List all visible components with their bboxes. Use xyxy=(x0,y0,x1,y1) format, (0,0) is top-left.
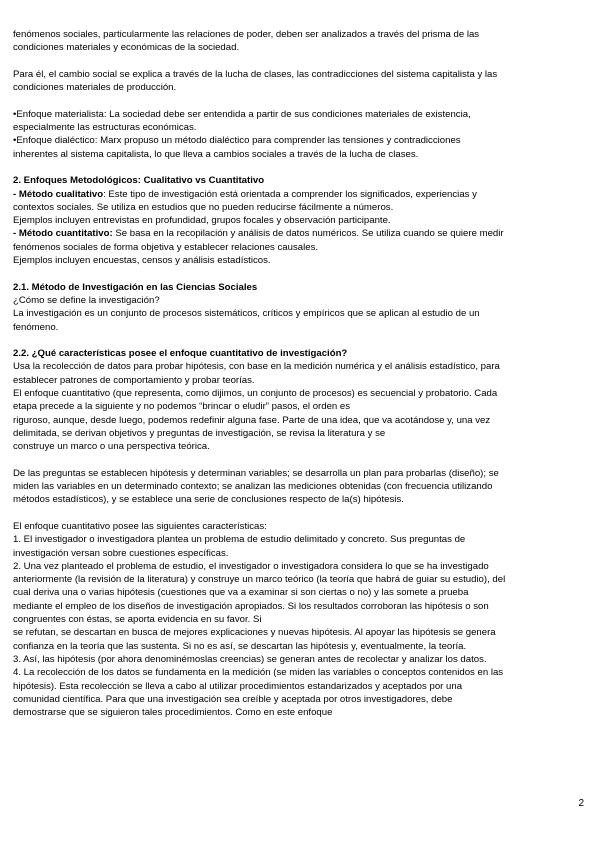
text-line: establecer patrones de comportamiento y probar teorías. xyxy=(13,374,255,386)
qualitative-line xyxy=(13,188,585,201)
qualitative-label: - Método cualitativo xyxy=(13,188,104,200)
text-line: De las preguntas se establecen hipótesis y determinan variables; se desarrolla un plan para probarlas (diseño); se xyxy=(13,467,499,479)
text-line: cual deriva una o varias hipótesis (cuestiones que va a examinar si son ciertas o no) y las somete a prueba xyxy=(13,587,469,599)
text-line: 2. Una vez planteado el problema de estudio, el investigador o investigadora considera lo que se ha investigado xyxy=(13,560,489,572)
text-line: mediante el empleo de los diseños de investigación apropiados. Si los resultados corroboran las hipótesis o son xyxy=(13,600,489,612)
section-heading-2: 2. Enfoques Metodológicos: Cualitativo vs Cuantitativo xyxy=(13,175,265,187)
text-line: Ejemplos incluyen entrevistas en profundidad, grupos focales y observación participante. xyxy=(13,215,391,227)
bullet-line: •Enfoque dialéctico: Marx propuso un método dialéctico para comprender las tensiones y contradicciones xyxy=(13,135,461,147)
text-line: La investigación es un conjunto de procesos sistemáticos, críticos y empíricos que se aplican al estudio de un xyxy=(13,308,480,320)
text-line: El enfoque cuantitativo posee las siguientes características: xyxy=(13,520,267,532)
document-page xyxy=(13,28,585,719)
text-line: se refutan, se descartan en busca de mejores explicaciones y nuevas hipótesis. Al apoyar las hipótesis se genera xyxy=(13,627,496,639)
text-line: condiciones materiales y económicas de la sociedad. xyxy=(13,42,240,54)
text-line: 4. La recolección de los datos se fundamenta en la medición (se miden las variables o conceptos contenidos en las xyxy=(13,667,504,679)
text-line: métodos estadísticos), y se establece una serie de conclusiones respecto de la(s) hipótesis. xyxy=(13,494,404,506)
text-line: construye un marco o una perspectiva teórica. xyxy=(13,441,210,453)
text-line: El enfoque cuantitativo (que representa, como dijimos, un conjunto de procesos) es secuencial y probatorio. Cada xyxy=(13,388,498,400)
text-line: fenómenos sociales, particularmente las relaciones de poder, deben ser analizados a través del prisma de las xyxy=(13,29,480,40)
quantitative-label: - Método cuantitativo: xyxy=(13,228,113,240)
text-line: ¿Cómo se define la investigación? xyxy=(13,294,160,306)
section-heading-2-2: 2.2. ¿Qué características posee el enfoque cuantitativo de investigación? xyxy=(13,348,348,360)
text-line: Para él, el cambio social se explica a través de la lucha de clases, las contradicciones del sistema capitalista y las xyxy=(13,68,498,80)
text-line: investigación versan sobre cuestiones específicas. xyxy=(13,547,229,559)
text-line: Usa la recolección de datos para probar hipótesis, con base en la medición numérica y el análisis estadístico, para xyxy=(13,361,500,373)
text-line: hipótesis). Esta recolección se lleva a cabo al utilizar procedimientos estandarizados y aceptados por una xyxy=(13,680,463,692)
text-line: delimitada, se derivan objetivos y preguntas de investigación, se revisa la literatura y se xyxy=(13,427,386,439)
bullet-line: especialmente las estructuras económicas. xyxy=(13,122,197,134)
text-line: demostrarse que se siguieron tales procedimientos. Como en este enfoque xyxy=(13,707,333,719)
text-line: confianza en la teoría que las sustenta. Si no es así, se descartan las hipótesis y, eventualmente, la teoría. xyxy=(13,640,467,652)
quantitative-text: Se basa en la recopilación y análisis de datos numéricos. Se utiliza cuando se quiere medir xyxy=(112,228,504,240)
page-number: 2 xyxy=(578,798,584,809)
text-line: Ejemplos incluyen encuestas, censos y análisis estadísticos. xyxy=(13,255,271,267)
bullet-line: inherentes al sistema capitalista, lo que lleva a cambios sociales a través de la lucha de clases. xyxy=(13,148,419,160)
text-line: comunidad científica. Para que una investigación sea creíble y aceptada por otros investigadores, debe xyxy=(13,693,453,705)
quantitative-line xyxy=(13,227,585,240)
text-line: riguroso, aunque, desde luego, podemos redefinir alguna fase. Parte de una idea, que va acotándose y, una vez xyxy=(13,414,491,426)
qualitative-text: : Este tipo de investigación está orientada a comprender los significados, experiencias y xyxy=(103,188,477,200)
text-line: miden las variables en un determinado contexto; se analizan las mediciones obtenidas (con frecuencia utilizando xyxy=(13,481,493,493)
text-line: fenómenos sociales de forma objetiva y establecer relaciones causales. xyxy=(13,241,319,253)
text-line: etapa precede a la siguiente y no podemos “brincar o eludir” pasos, el orden es xyxy=(13,401,351,413)
text-line: contextos sociales. Se utiliza en estudios que no pueden reducirse fácilmente a números. xyxy=(13,201,394,213)
text-line: condiciones materiales de producción. xyxy=(13,82,177,94)
text-line: fenómeno. xyxy=(13,321,59,333)
bullet-line: •Enfoque materialista: La sociedad debe ser entendida a partir de sus condiciones materiales de existencia, xyxy=(13,108,471,120)
text-line: anteriormente (la revisión de la literatura) y construye un marco teórico (la teoría que habrá de guiar su estudio), del xyxy=(13,574,506,586)
section-heading-2-1: 2.1. Método de Investigación en las Ciencias Sociales xyxy=(13,281,258,293)
text-line: 1. El investigador o investigadora plantea un problema de estudio delimitado y concreto. Sus preguntas de xyxy=(13,534,466,546)
text-line: 3. Así, las hipótesis (por ahora denominémoslas creencias) se generan antes de recolectar y analizar los datos. xyxy=(13,653,487,665)
text-line: congruentes con éstas, se aporta evidencia en su favor. Si xyxy=(13,614,262,626)
